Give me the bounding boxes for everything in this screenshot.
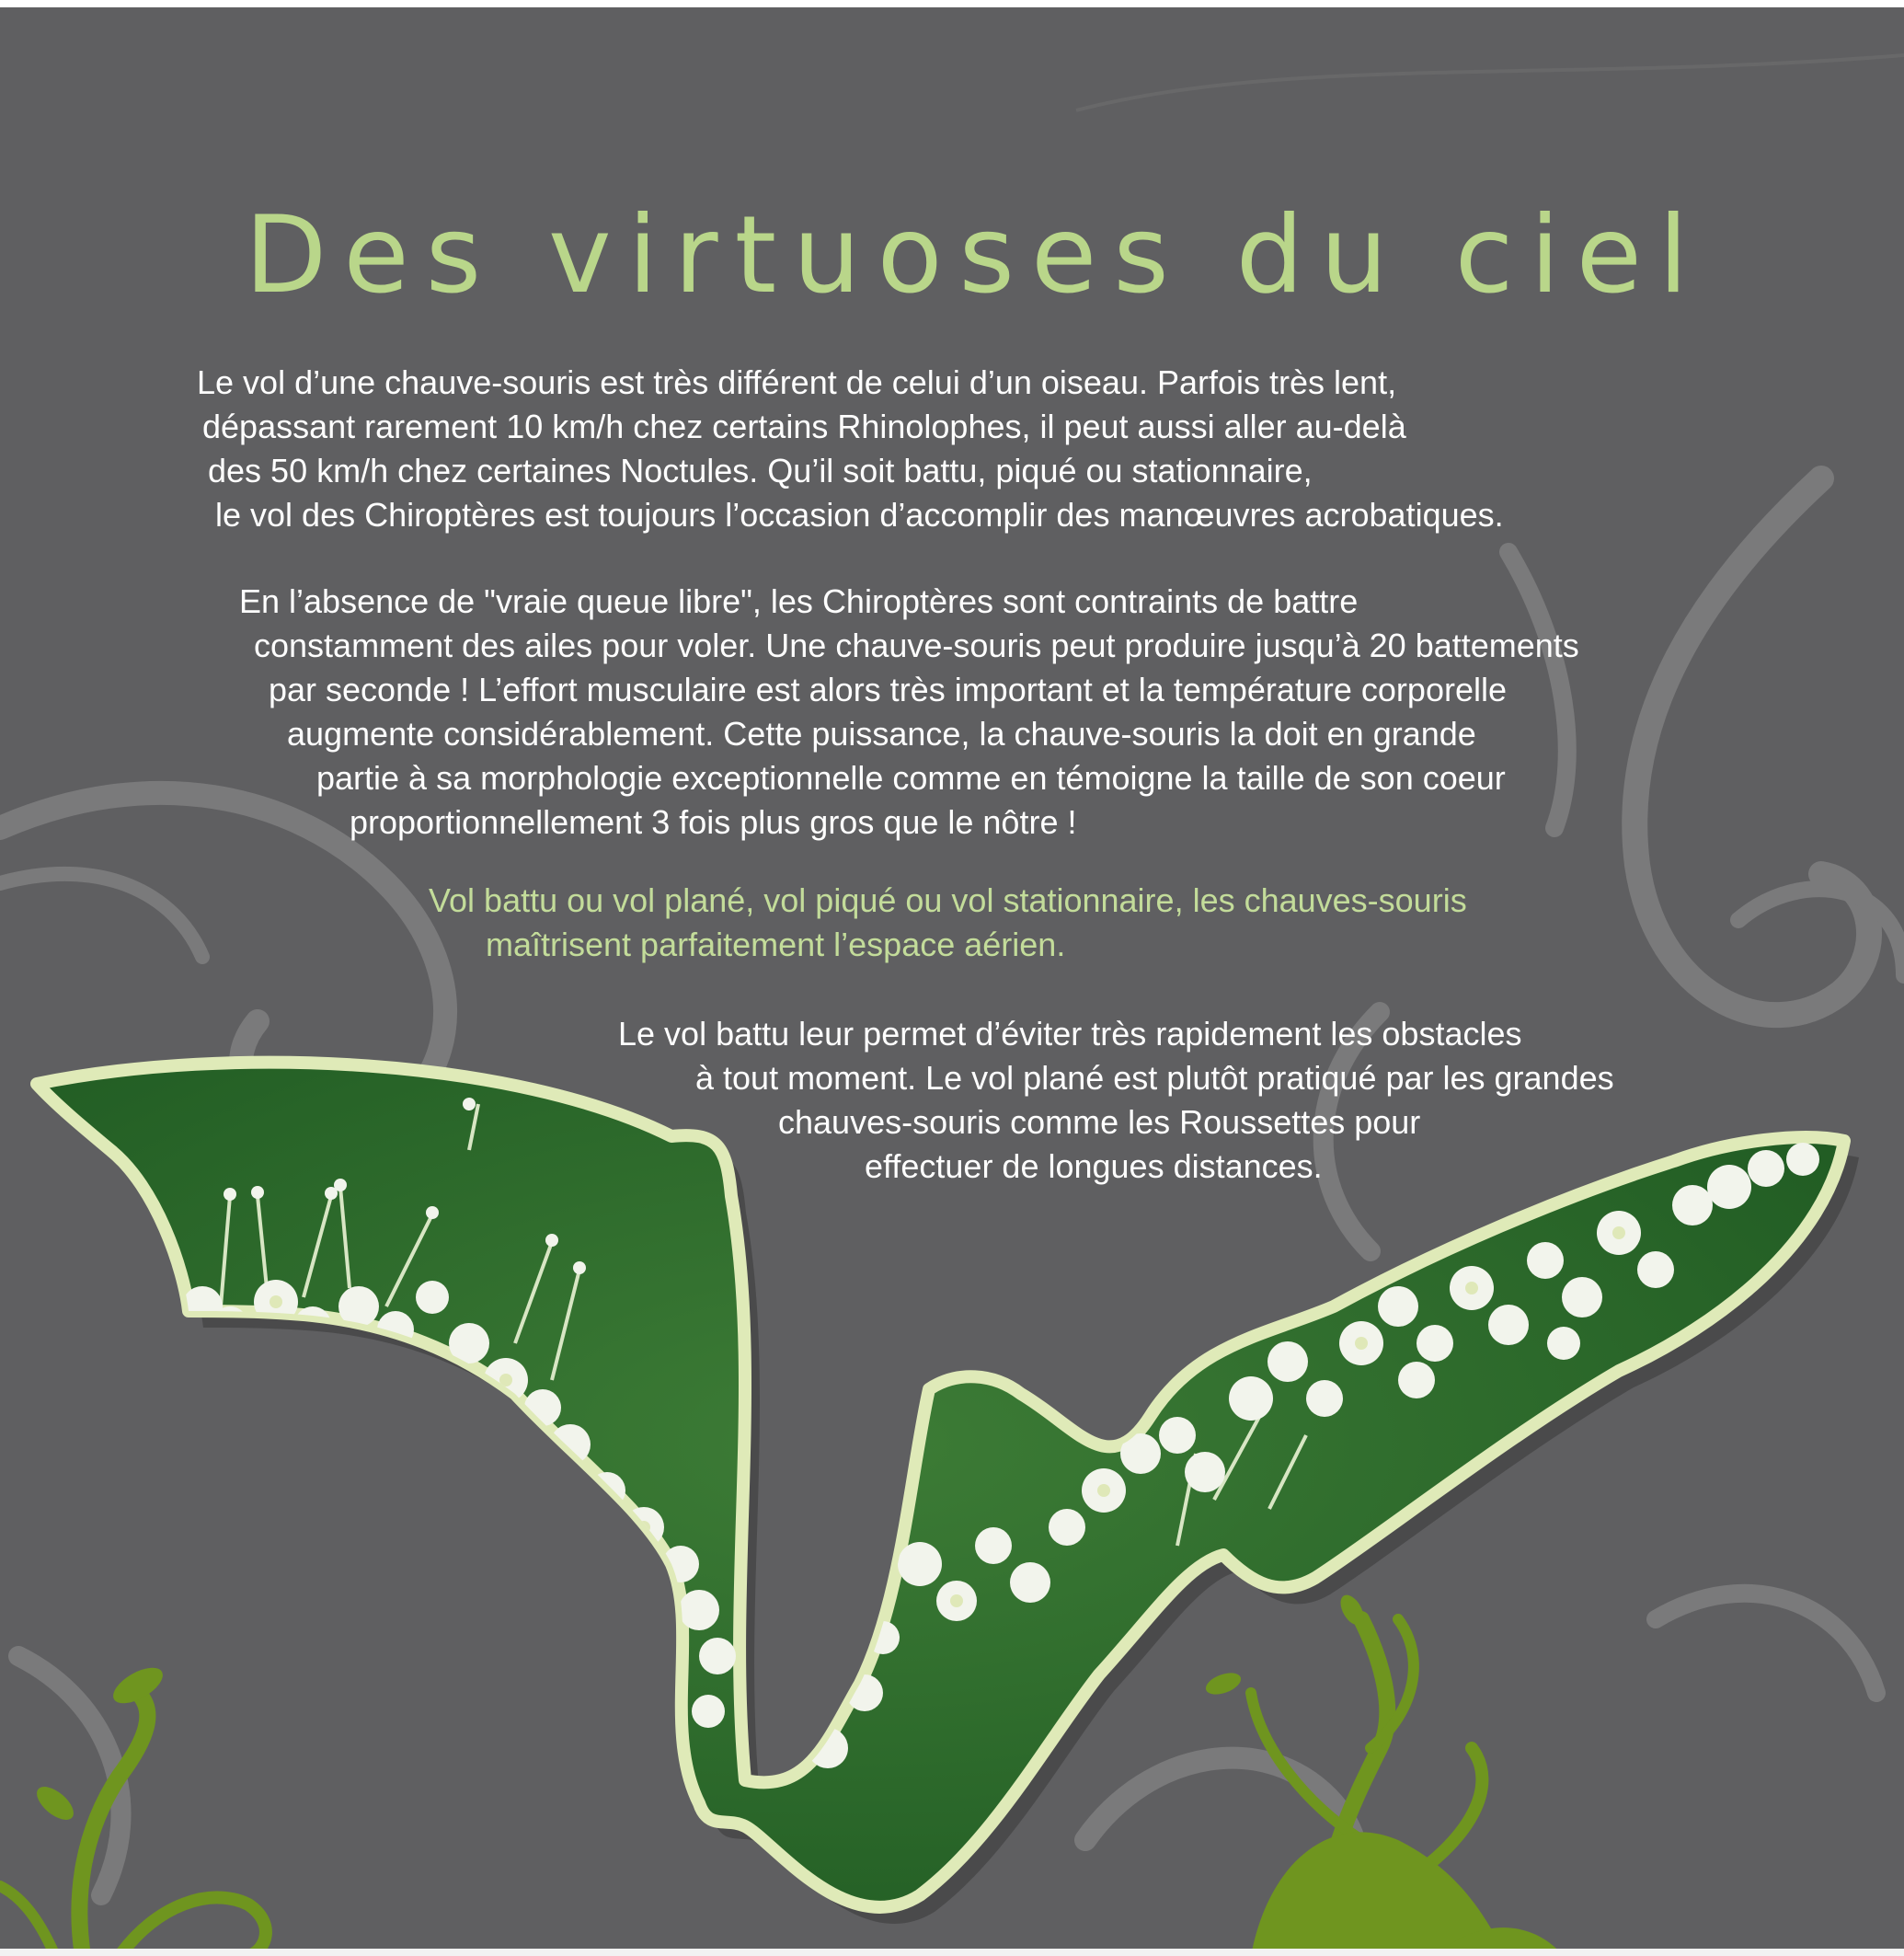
top-band xyxy=(0,0,1904,7)
text-line: Le vol battu leur permet d’éviter très rapidement les obstacles xyxy=(618,1015,1522,1053)
text-line: En l’absence de "vraie queue libre", les Chiroptères sont contraints de battre xyxy=(239,582,1359,620)
highlight-line: maîtrisent parfaitement l’espace aérien. xyxy=(486,926,1066,963)
curve-line xyxy=(1076,55,1904,110)
text-line: constamment des ailes pour voler. Une chauve-souris peut produire jusqu’à 20 battements xyxy=(254,627,1579,664)
highlight-line: Vol battu ou vol plané, vol piqué ou vol stationnaire, les chauves-souris xyxy=(429,881,1467,919)
text-line: Le vol d’une chauve-souris est très différent de celui d’un oiseau. Parfois très lent, xyxy=(197,363,1397,401)
text-line: partie à sa morphologie exceptionnelle comme en témoigne la taille de son coeur xyxy=(316,759,1506,797)
bat-illustration xyxy=(37,1063,1859,1924)
bottom-band xyxy=(0,1949,1904,1956)
text-line: à tout moment. Le vol plané est plutôt pratiqué par les grandes xyxy=(695,1059,1614,1097)
text-line: le vol des Chiroptères est toujours l’occasion d’accomplir des manœuvres acrobatiques. xyxy=(215,496,1504,534)
text-line: des 50 km/h chez certaines Noctules. Qu’il soit battu, piqué ou stationnaire, xyxy=(208,452,1313,489)
text-line: proportionnellement 3 fois plus gros que le nôtre ! xyxy=(350,803,1077,841)
text-line: par seconde ! L’effort musculaire est alors très important et la température corporelle xyxy=(269,671,1507,708)
text-line: effectuer de longues distances. xyxy=(865,1147,1323,1185)
text-line: chauves-souris comme les Roussettes pour xyxy=(778,1103,1421,1141)
page-title: Des virtuoses du ciel xyxy=(245,193,1705,317)
text-line: augmente considérablement. Cette puissance, la chauve-souris la doit en grande xyxy=(287,715,1476,753)
text-line: dépassant rarement 10 km/h chez certains Rhinolophes, il peut aussi aller au-delà xyxy=(202,408,1406,445)
